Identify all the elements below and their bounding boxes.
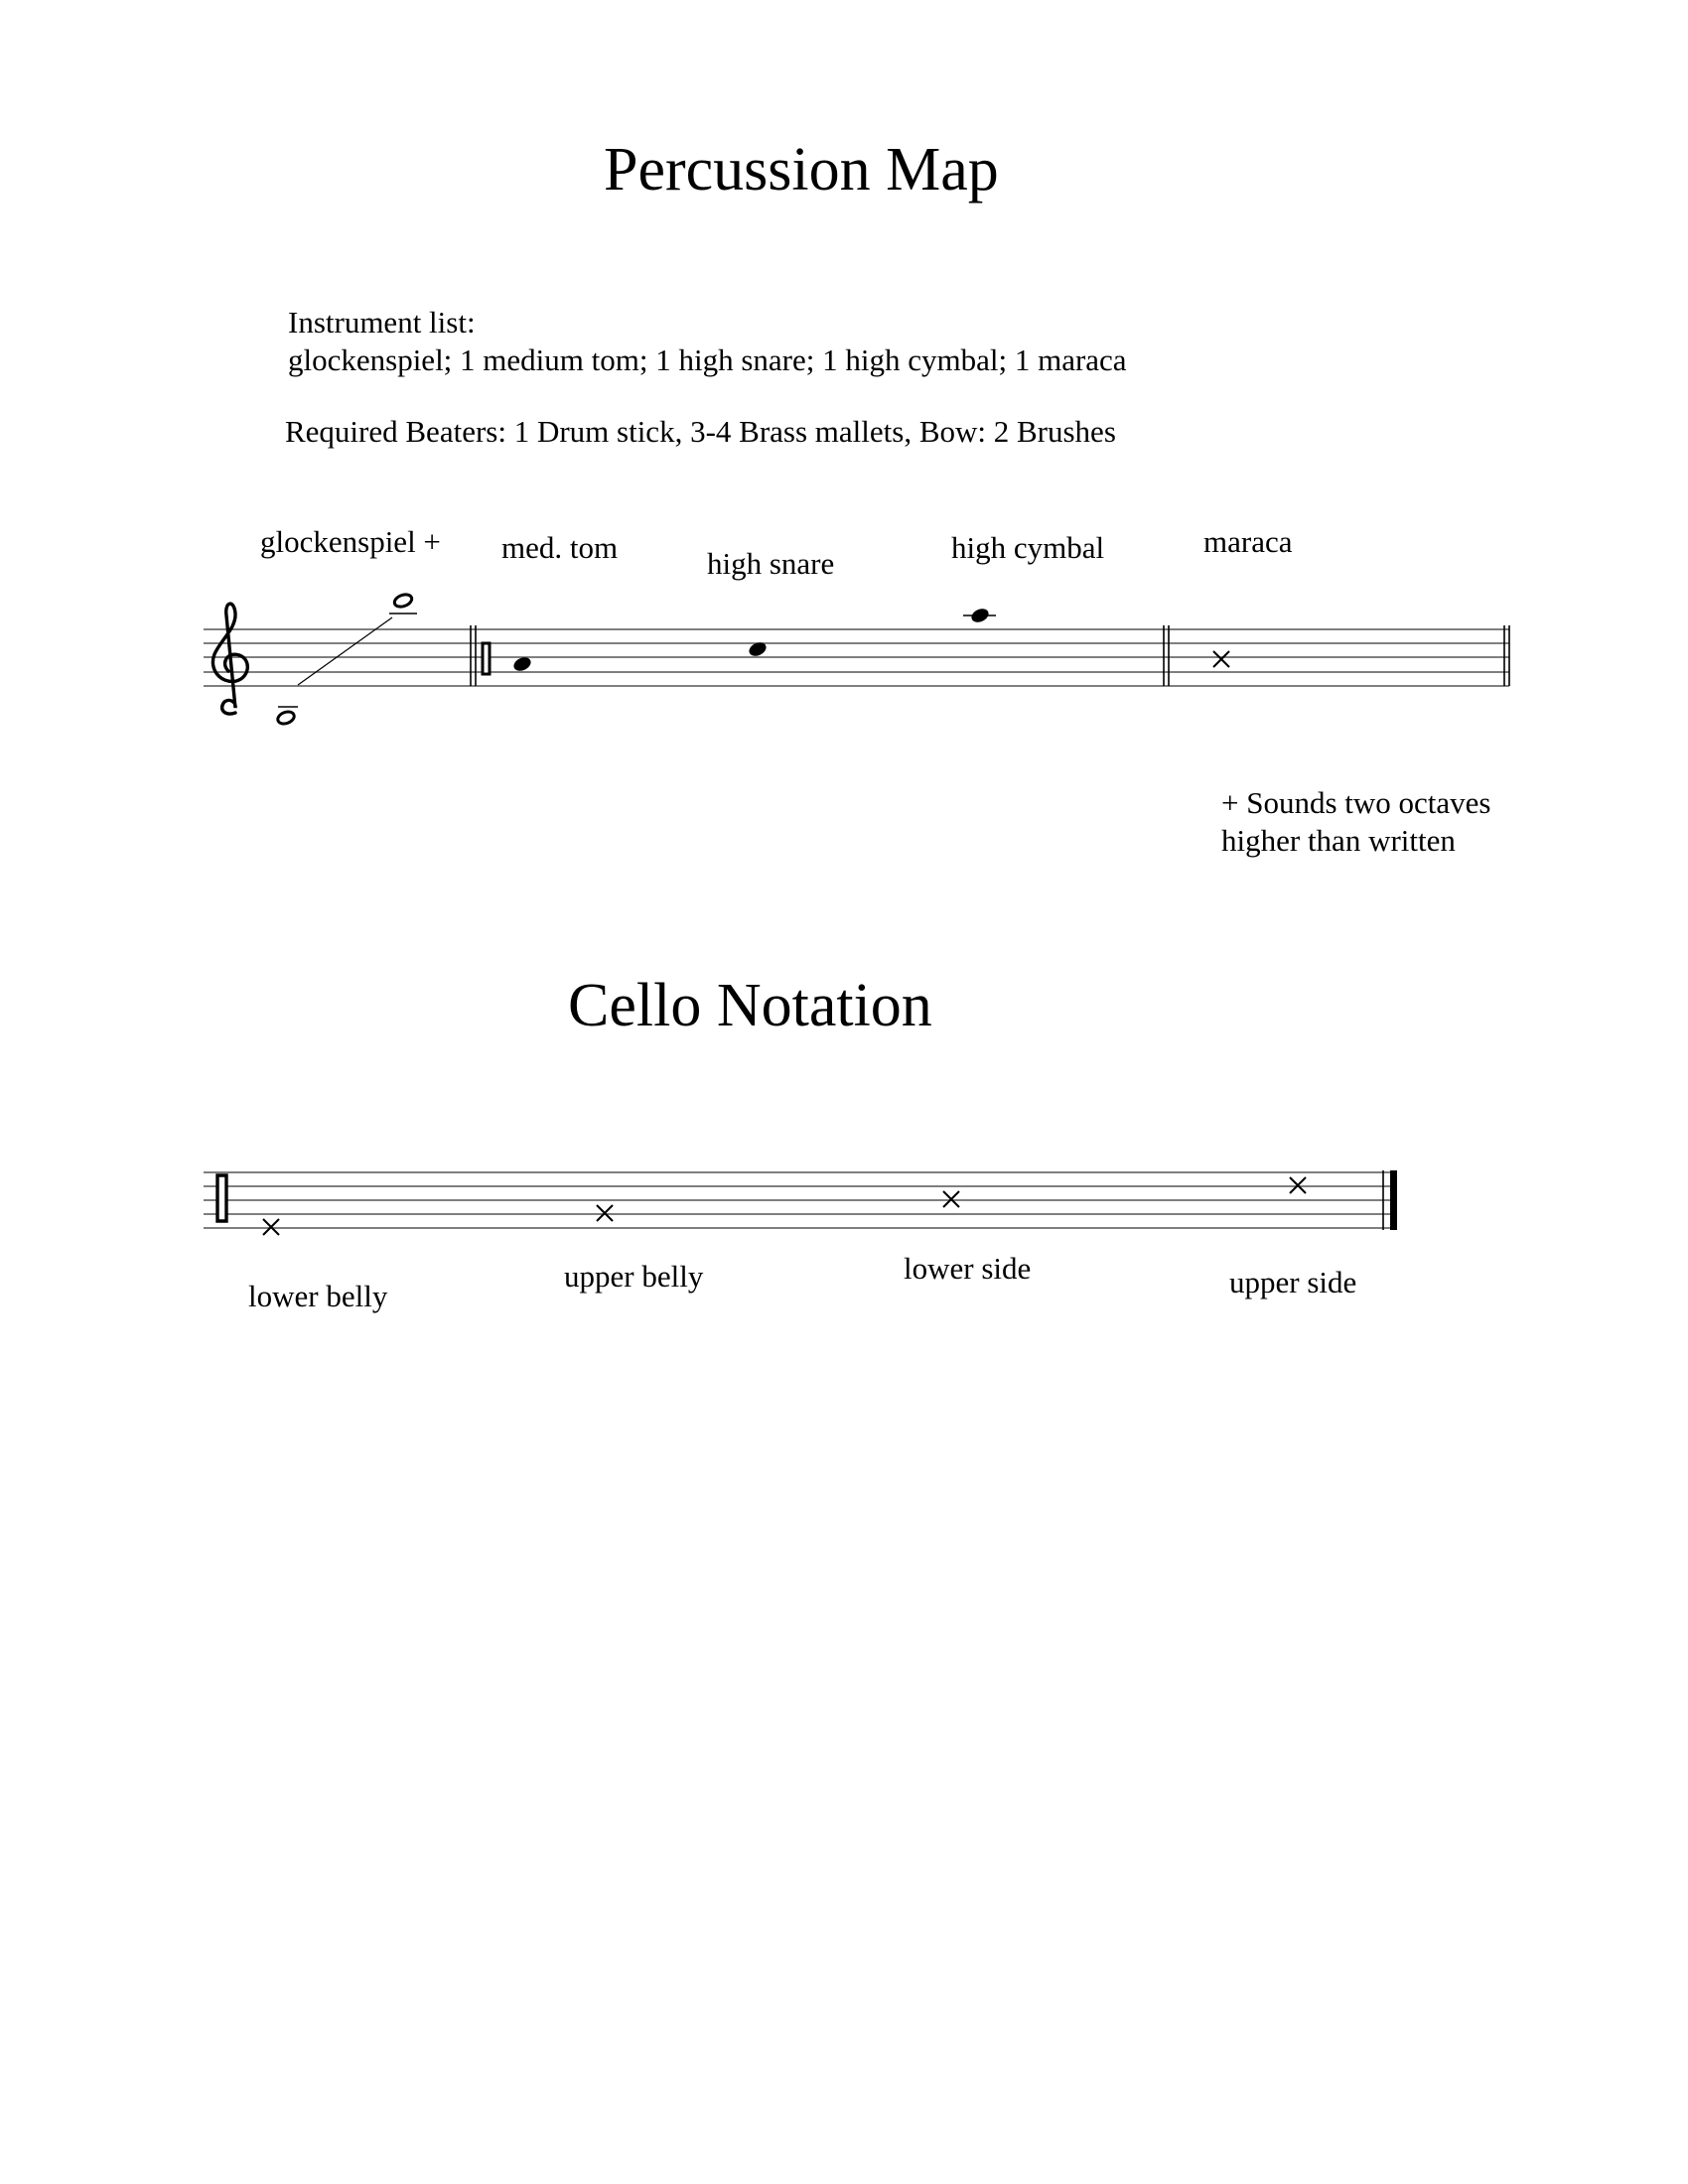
instrument-list: glockenspiel; 1 medium tom; 1 high snare; 1 high cymbal; 1 maraca — [288, 342, 1127, 377]
label-lower-side: lower side — [904, 1251, 1032, 1286]
percussion-map-title: Percussion Map — [604, 136, 999, 204]
label-high-snare: high snare — [707, 546, 835, 581]
maraca-note — [1213, 651, 1229, 667]
percussion-clef-icon — [483, 643, 490, 674]
glissando-line — [298, 617, 392, 685]
label-high-cymbal: high cymbal — [951, 530, 1105, 565]
low-half-note — [276, 710, 296, 726]
cello-notation-title: Cello Notation — [568, 972, 932, 1039]
label-upper-side: upper side — [1229, 1265, 1357, 1299]
label-upper-belly: upper belly — [564, 1259, 704, 1294]
footnote-line-1: + Sounds two octaves — [1221, 785, 1491, 820]
treble-clef-icon — [212, 604, 247, 714]
label-maraca: maraca — [1203, 524, 1293, 559]
final-barline — [1390, 1170, 1397, 1230]
cello-staff — [0, 1152, 1688, 1251]
label-med-tom: med. tom — [501, 530, 619, 565]
instrument-list-heading: Instrument list: — [288, 305, 476, 340]
required-beaters: Required Beaters: 1 Drum stick, 3-4 Brass mallets, Bow: 2 Brushes — [285, 414, 1116, 449]
footnote-line-2: higher than written — [1221, 823, 1456, 858]
staff-lines — [204, 629, 1509, 686]
lower-belly-note — [263, 1219, 279, 1235]
label-lower-belly: lower belly — [248, 1279, 388, 1313]
percussion-staff — [0, 556, 1688, 754]
glockenspiel-range — [276, 593, 417, 727]
upper-belly-note — [597, 1205, 613, 1221]
high-half-note — [393, 593, 414, 610]
staff-lines — [204, 1172, 1397, 1228]
upper-side-note — [1290, 1177, 1306, 1193]
high-cymbal-note — [969, 607, 991, 625]
percussion-clef-icon — [217, 1175, 226, 1221]
lower-side-note — [943, 1191, 959, 1207]
label-glockenspiel: glockenspiel + — [260, 524, 441, 559]
